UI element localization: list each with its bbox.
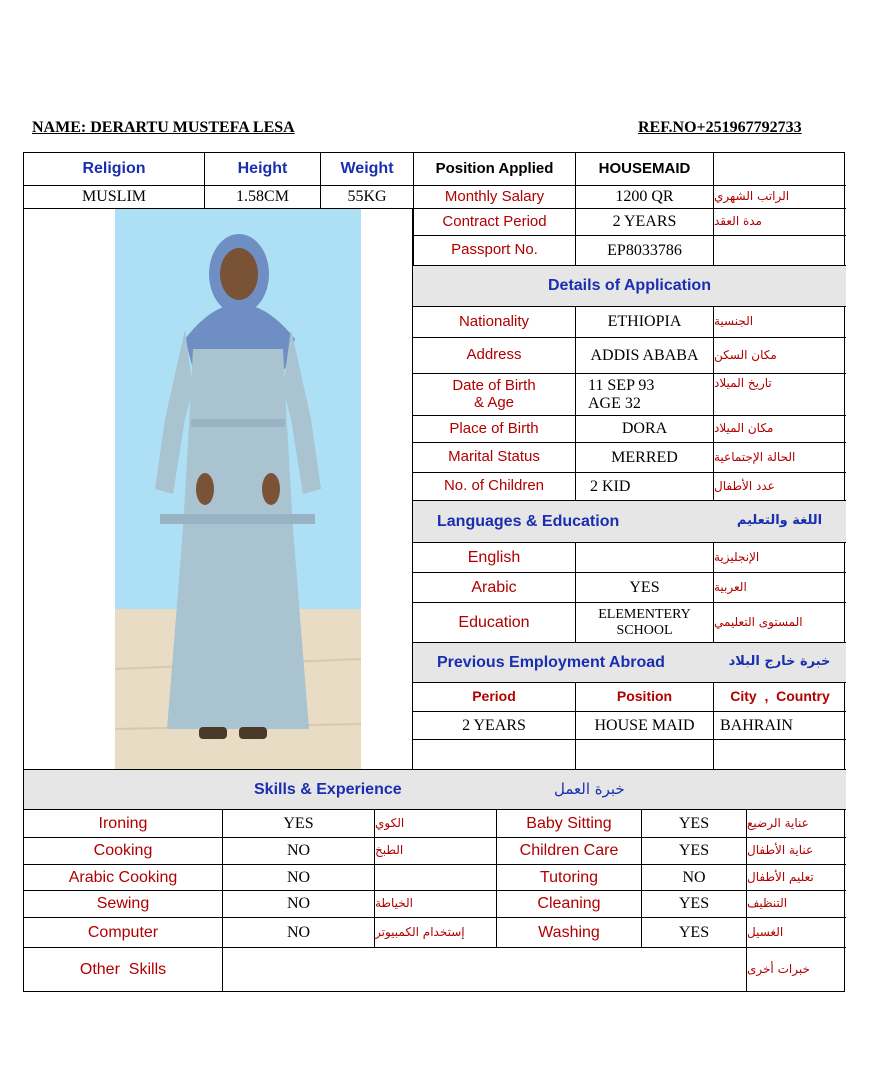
skill-computer-label: Computer xyxy=(24,917,222,947)
employment-section-title: Previous Employment Abroad xyxy=(413,642,713,682)
employment-position-empty xyxy=(575,739,713,769)
marital-status-arabic: الحالة الإجتماعية xyxy=(713,442,846,472)
skill-children-care-arabic: عناية الأطفال xyxy=(746,837,846,864)
reference-number: REF.NO+251967792733 xyxy=(638,119,802,136)
monthly-salary-value: 1200 QR xyxy=(575,185,713,208)
contract-period-arabic: مدة العقد xyxy=(713,208,846,235)
skills-section-title-arabic: خبرة العمل xyxy=(554,780,625,799)
skill-cleaning-label: Cleaning xyxy=(496,890,641,917)
other-skills-arabic: خبرات أخرى xyxy=(746,947,846,991)
address-label: Address xyxy=(413,337,575,373)
skill-washing-label: Washing xyxy=(496,917,641,947)
other-skills-label: Other Skills xyxy=(24,947,222,991)
skill-washing-arabic: الغسيل xyxy=(746,917,846,947)
marital-status-value: MERRED xyxy=(575,442,713,472)
nationality-value: ETHIOPIA xyxy=(575,306,713,337)
passport-label: Passport No. xyxy=(413,235,575,265)
skill-baby-sitting-arabic: عناية الرضيع xyxy=(746,809,846,837)
employment-period: 2 YEARS xyxy=(413,711,575,739)
arabic-label: Arabic xyxy=(413,572,575,602)
skill-children-care-value: YES xyxy=(641,837,746,864)
skill-computer-arabic: إستخدام الكمبيوتر xyxy=(374,917,496,947)
skill-cooking-arabic: الطبخ xyxy=(374,837,496,864)
employment-position: HOUSE MAID xyxy=(575,711,713,739)
children-value: 2 KID xyxy=(575,472,713,500)
skill-baby-sitting-value: YES xyxy=(641,809,746,837)
employment-location-header: City , Country xyxy=(713,682,846,711)
monthly-salary-label: Monthly Salary xyxy=(413,185,575,208)
skill-cooking-value: NO xyxy=(222,837,374,864)
address-arabic: مكان السكن xyxy=(713,337,846,373)
skill-tutoring-arabic: تعليم الأطفال xyxy=(746,864,846,890)
height-header: Height xyxy=(204,153,320,185)
employment-section-title-arabic: خبرة خارج البلاد xyxy=(713,642,846,682)
skill-arabic-cooking-label: Arabic Cooking xyxy=(24,864,222,890)
person-photo-icon xyxy=(115,209,361,769)
skill-arabic-cooking-value: NO xyxy=(222,864,374,890)
employment-period-empty xyxy=(413,739,575,769)
children-arabic: عدد الأطفال xyxy=(713,472,846,500)
skill-ironing-value: YES xyxy=(222,809,374,837)
skills-section-band xyxy=(24,769,846,809)
candidate-name: NAME: DERARTU MUSTEFA LESA xyxy=(32,119,295,136)
skill-sewing-label: Sewing xyxy=(24,890,222,917)
details-section-title: Details of Application xyxy=(413,265,846,306)
empty-cell xyxy=(713,153,846,185)
other-skills-value xyxy=(222,947,746,991)
skill-cleaning-value: YES xyxy=(641,890,746,917)
cv-table xyxy=(23,152,845,992)
religion-value: MUSLIM xyxy=(24,185,204,208)
passport-arabic xyxy=(713,235,846,265)
contract-period-value: 2 YEARS xyxy=(575,208,713,235)
skill-baby-sitting-label: Baby Sitting xyxy=(496,809,641,837)
education-label: Education xyxy=(413,602,575,642)
dob-arabic: تاريخ الميلاد xyxy=(713,373,846,415)
skill-sewing-arabic: الخياطة xyxy=(374,890,496,917)
place-of-birth-label: Place of Birth xyxy=(413,415,575,442)
position-applied-value: HOUSEMAID xyxy=(575,153,713,185)
arabic-value: YES xyxy=(575,572,713,602)
skill-sewing-value: NO xyxy=(222,890,374,917)
employment-location: BAHRAIN xyxy=(713,711,846,739)
passport-value: EP8033786 xyxy=(575,235,713,265)
arabic-arabic: العربية xyxy=(713,572,846,602)
candidate-photo xyxy=(115,209,361,769)
weight-header: Weight xyxy=(320,153,413,185)
height-value: 1.58CM xyxy=(204,185,320,208)
dob-label: Date of Birth & Age xyxy=(413,373,575,415)
employment-location-empty xyxy=(713,739,846,769)
skill-tutoring-value: NO xyxy=(641,864,746,890)
education-value: ELEMENTERY SCHOOL xyxy=(575,602,713,642)
skill-ironing-arabic: الكوي xyxy=(374,809,496,837)
skill-children-care-label: Children Care xyxy=(496,837,641,864)
skill-cooking-label: Cooking xyxy=(24,837,222,864)
languages-section-title: Languages & Education xyxy=(413,500,713,542)
skill-ironing-label: Ironing xyxy=(24,809,222,837)
english-arabic: الإنجليزية xyxy=(713,542,846,572)
skills-section-title: Skills & Experience xyxy=(254,780,402,798)
position-applied-label: Position Applied xyxy=(413,153,575,185)
employment-position-header: Position xyxy=(575,682,713,711)
place-of-birth-value: DORA xyxy=(575,415,713,442)
skill-computer-value: NO xyxy=(222,917,374,947)
dob-value: 11 SEP 93 AGE 32 xyxy=(575,373,713,415)
english-value xyxy=(575,542,713,572)
skill-cleaning-arabic: التنظيف xyxy=(746,890,846,917)
contract-period-label: Contract Period xyxy=(413,208,575,235)
place-of-birth-arabic: مكان الميلاد xyxy=(713,415,846,442)
languages-section-title-arabic: اللغة والتعليم xyxy=(713,500,846,542)
employment-period-header: Period xyxy=(413,682,575,711)
weight-value: 55KG xyxy=(320,185,413,208)
children-label: No. of Children xyxy=(413,472,575,500)
nationality-label: Nationality xyxy=(413,306,575,337)
english-label: English xyxy=(413,542,575,572)
skill-tutoring-label: Tutoring xyxy=(496,864,641,890)
skill-arabic-cooking-arabic xyxy=(374,864,496,890)
marital-status-label: Marital Status xyxy=(413,442,575,472)
monthly-salary-arabic: الراتب الشهري xyxy=(713,185,846,208)
skill-washing-value: YES xyxy=(641,917,746,947)
religion-header: Religion xyxy=(82,160,146,178)
nationality-arabic: الجنسية xyxy=(713,306,846,337)
address-value: ADDIS ABABA xyxy=(575,337,713,373)
education-arabic: المستوى التعليمي xyxy=(713,602,846,642)
